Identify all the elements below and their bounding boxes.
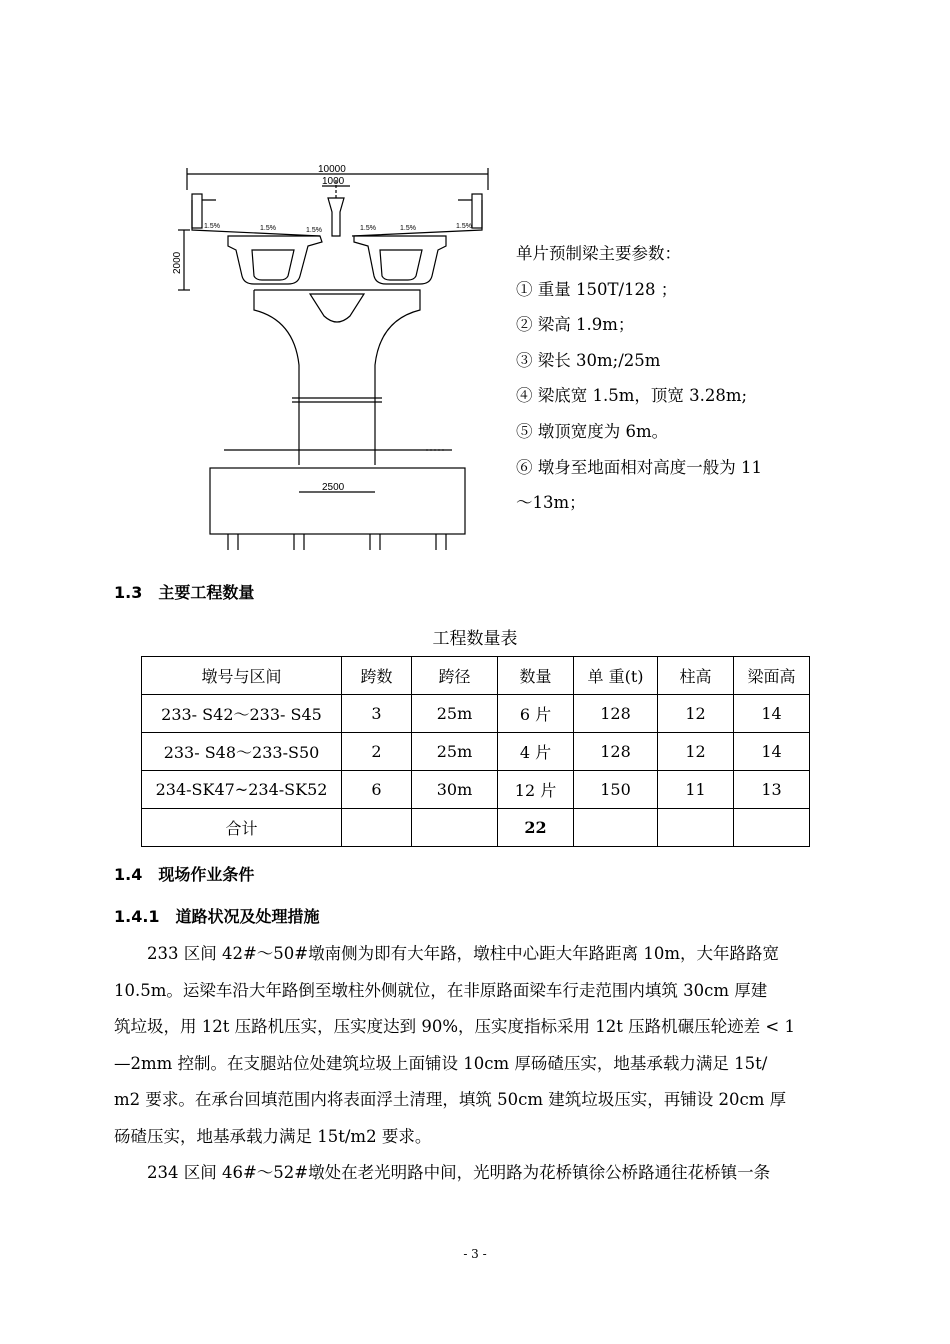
quantity-table	[141, 656, 810, 847]
table-cell: 233- S48～233-S50	[142, 733, 342, 771]
table-cell: 6	[342, 771, 412, 809]
paragraph-line: 砀碴压实，地基承载力满足 15t/m2 要求。	[114, 1126, 432, 1146]
table-cell: 6 片	[498, 695, 574, 733]
column-header: 单 重(t)	[574, 657, 658, 695]
slope-label: 1.5%	[360, 225, 376, 232]
column-header: 梁面高	[734, 657, 810, 695]
table-cell	[734, 809, 810, 847]
dim-top-label: 10000	[318, 164, 346, 175]
param-item: ④ 梁底宽 1.5m，顶宽 3.28m;	[516, 386, 748, 406]
table-cell	[342, 809, 412, 847]
table-cell: 12	[658, 695, 734, 733]
column-header: 跨径	[412, 657, 498, 695]
paragraph-line: 筑垃圾，用 12t 压路机压实，压实度达到 90%，压实度指标采用 12t 压路机碾压轮迹差 < 1	[114, 1017, 795, 1036]
param-item: ② 梁高 1.9m；	[516, 315, 635, 335]
slope-label: 1.5%	[204, 223, 220, 230]
paragraph-line: 234 区间 46#～52#墩处在老光明路中间，光明路为花桥镇徐公桥路通往花桥镇一条	[147, 1163, 771, 1182]
table-cell: 3	[342, 695, 412, 733]
param-item: ③ 梁长 30m;/25m	[516, 350, 661, 370]
page-number: - 3 -	[463, 1247, 487, 1261]
param-item: ⑤ 墩顶宽度为 6m。	[516, 421, 669, 441]
pier-cross-section-drawing	[170, 150, 500, 550]
table-cell: 2	[342, 733, 412, 771]
paragraph-line: 233 区间 42#～50#墩南侧为即有大年路，墩柱中心距大年路距离 10m，大年路路宽	[147, 944, 780, 963]
table-cell: 22	[498, 809, 574, 847]
table-row	[142, 695, 810, 733]
column-header: 柱高	[658, 657, 734, 695]
paragraph-line: —2mm 控制。在支腿站位处建筑垃圾上面铺设 10cm 厚砀碴压实，地基承载力满足 15t/	[114, 1053, 768, 1073]
column-header: 跨数	[342, 657, 412, 695]
beam-params	[516, 236, 762, 521]
table-cell: 14	[734, 695, 810, 733]
table-row	[142, 771, 810, 809]
column-header: 墩号与区间	[142, 657, 342, 695]
param-item: ① 重量 150T/128 ；	[516, 279, 678, 299]
column-header: 数量	[498, 657, 574, 695]
slope-label: 1.5%	[400, 225, 416, 232]
table-cell: 合计	[142, 809, 342, 847]
slope-label: 1.5%	[260, 225, 276, 232]
section-heading-1-3: 1.3 主要工程数量	[114, 583, 255, 602]
table-row	[142, 733, 810, 771]
table-cell: 150	[574, 771, 658, 809]
param-item: ～13m；	[516, 493, 586, 513]
section-heading-1-4: 1.4 现场作业条件	[114, 865, 255, 884]
table-caption: 工程数量表	[432, 629, 518, 649]
table-cell: 128	[574, 695, 658, 733]
table-cell	[574, 809, 658, 847]
table-cell: 12	[658, 733, 734, 771]
table-cell: 25m	[412, 695, 498, 733]
table-cell: 11	[658, 771, 734, 809]
table-cell: 30m	[412, 771, 498, 809]
paragraph-line: 10.5m。运梁车沿大年路倒至墩柱外侧就位，在非原路面梁车行走范围内填筑 30cm 厚建	[114, 980, 768, 1000]
paragraph-line: m2 要求。在承台回填范围内将表面浮土清理，填筑 50cm 建筑垃圾压实，再铺设 20cm 厚	[114, 1090, 787, 1109]
table-cell	[412, 809, 498, 847]
section-heading-1-4-1: 1.4.1 道路状况及处理措施	[114, 907, 320, 926]
table-cell	[658, 809, 734, 847]
table-cell: 233- S42～233- S45	[142, 695, 342, 733]
table-cell: 4 片	[498, 733, 574, 771]
table-cell: 25m	[412, 733, 498, 771]
dim-center-label: 1000	[322, 176, 345, 187]
param-item: ⑥ 墩身至地面相对高度一般为 11	[516, 457, 762, 477]
dim-bottom-label: 2500	[322, 482, 345, 493]
table-cell: 14	[734, 733, 810, 771]
dim-side-label: 2000	[172, 251, 183, 274]
table-cell: 13	[734, 771, 810, 809]
table-cell: 12 片	[498, 771, 574, 809]
paragraph-road-conditions	[114, 936, 836, 1192]
slope-label: 1.5%	[306, 227, 322, 234]
table-cell: 234-SK47~234-SK52	[142, 771, 342, 809]
table-header-row	[142, 657, 810, 695]
params-title: 单片预制梁主要参数：	[516, 244, 681, 263]
table-total-row	[142, 809, 810, 847]
table-cell: 128	[574, 733, 658, 771]
slope-label: 1.5%	[456, 223, 472, 230]
